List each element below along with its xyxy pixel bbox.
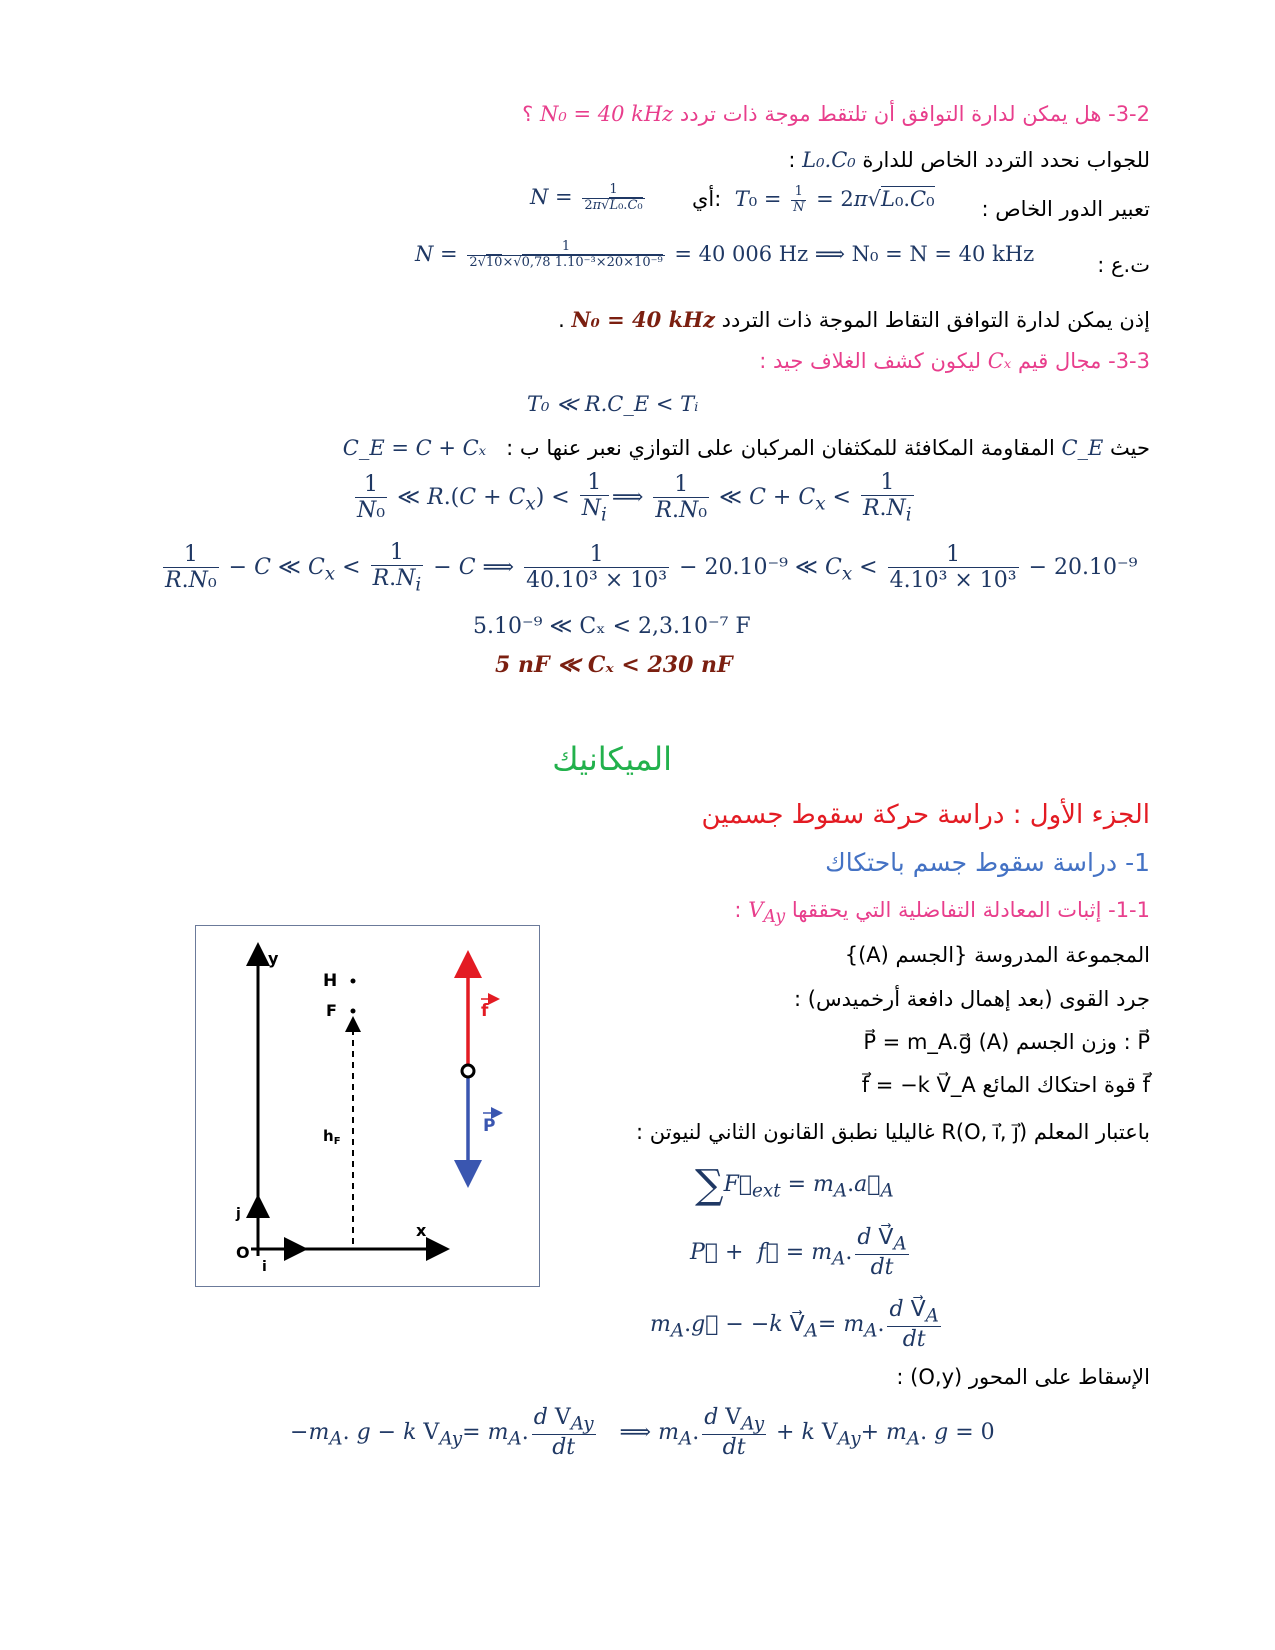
q33-range1: 5.10⁻⁹ ≪ Cₓ < 2,3.10⁻⁷ F bbox=[473, 614, 751, 639]
q32-conclusion: إذن يمكن لدارة التوافق التقاط الموجة ذات التردد N₀ = 40 kHz . bbox=[558, 307, 1150, 332]
q33-where: حيث C_E المقاومة المكافئة للمكثفان المركبان على التوازي نعبر عنها ب : C_E = C + Cₓ bbox=[342, 436, 1150, 460]
y-label: y bbox=[268, 949, 279, 968]
q32-period-label: تعبير الدور الخاص : bbox=[981, 197, 1150, 221]
q33-range-final: 5 nF ≪ Cₓ < 230 nF bbox=[495, 652, 733, 678]
p-vector-label: P bbox=[483, 1116, 496, 1136]
body-a bbox=[462, 1065, 474, 1077]
x-label: x bbox=[416, 1221, 427, 1240]
hf-label: $h_F$ bbox=[323, 1127, 341, 1147]
q33-title: 3-3- مجال قيم Cₓ ليكون كشف الغلاف جيد : bbox=[759, 349, 1150, 373]
f-point-label: F bbox=[326, 1001, 337, 1020]
f-point bbox=[351, 1009, 356, 1014]
j-label: j bbox=[236, 1206, 241, 1222]
friction-text: f⃗ قوة احتكاك المائع f⃗ = −k V⃗_A bbox=[861, 1073, 1150, 1097]
fall-diagram bbox=[195, 925, 540, 1287]
q33-condition: T₀ ≪ R.C_E < Tᵢ bbox=[527, 392, 699, 416]
q32-freq-expr: N = $\frac{1}{\text{2π√L₀.C₀}}$ bbox=[530, 182, 643, 213]
q32-num-expr: N = $\frac{1}{\text{2√10×√0,78 1.10⁻³×20×10⁻⁹}}$ = 40 006 Hz ⟹ N₀ = N = 40 kHz bbox=[415, 239, 1035, 270]
projection-eq: $-m_A$. g − k $V_{Ay}= m_A$. $\frac{d V_{Ay}}{dt}$ ⟹ $m_A$. $\frac{d V_{Ay}}{dt}$ + k $V_{Ay}+ m_A$. g = 0 bbox=[290, 1405, 995, 1461]
q33-ineq-1: $\frac{1}{\text{N₀}}$ ≪ $R.(C + C_x)$ < $\frac{1}{N_i}$ ⟹ $\frac{1}{\text{R.N₀}}$ ≪ $C + C_x$ < $\frac{1}{R.N_i}$ bbox=[357, 470, 912, 526]
h-point bbox=[351, 979, 356, 984]
q33-ineq-2: $\frac{1}{\text{R.N₀}}$ − C ≪ $C_x$ < $\frac{1}{R.N_i}$ − C ⟹ $\frac{1}{\text{40.10³ × 10³}}$ − 20.10⁻⁹ ≪ $C_x$ < $\frac{1}{\text{4.10³ × 10³}}$ − 20.10⁻⁹ bbox=[165, 540, 1138, 596]
system-text: المجموعة المدروسة {الجسم (A)} bbox=[844, 943, 1150, 967]
q32-title: 3-2- هل يمكن لدارة التوافق أن تلتقط موجة ذات تردد N₀ = 40 kHz ؟ bbox=[522, 102, 1150, 126]
q32-period-expr: أي: T₀ = $\frac{1}{N}$ = 2π√L₀.C₀ bbox=[692, 184, 935, 215]
f-vector-label: f bbox=[481, 1001, 489, 1021]
o-label: O bbox=[236, 1243, 250, 1262]
section-title: الميكانيك bbox=[552, 740, 672, 778]
q32-num-label: ت.ع : bbox=[1097, 253, 1150, 277]
fall-diagram-svg bbox=[196, 926, 539, 1286]
sub11-title: 1-1- إثبات المعادلة التفاضلية التي يحققها $V_{Ay}$ : bbox=[734, 898, 1150, 928]
q32-conclusion-value: N₀ = 40 kHz bbox=[571, 307, 715, 332]
q32-answer-intro: للجواب نحدد التردد الخاص للدارة L₀.C₀ : bbox=[788, 148, 1150, 172]
part1-title: الجزء الأول : دراسة حركة سقوط جسمين bbox=[701, 800, 1150, 830]
h-label: H bbox=[323, 971, 338, 991]
forces-text: جرد القوى (بعد إهمال دافعة أرخميدس) : bbox=[794, 987, 1150, 1011]
ie-label: أي: bbox=[692, 186, 722, 211]
sub1-title: 1- دراسة سقوط جسم باحتكاك bbox=[825, 848, 1150, 877]
newton-eq: $\sum F⃗_{ext}$ = $m_A.a⃗_A$ bbox=[695, 1162, 894, 1208]
q32-num-result: = 40 006 Hz ⟹ N₀ = N = 40 kHz bbox=[674, 241, 1035, 266]
newton-text: باعتبار المعلم R(O, i⃗, j⃗) غاليليا نطبق القانون الثاني لنيوتن : bbox=[636, 1120, 1150, 1144]
q32-conclusion-text: إذن يمكن لدارة التوافق التقاط الموجة ذات التردد bbox=[721, 308, 1150, 332]
weight-text: P⃗ : وزن الجسم (A) P⃗ = m_A.g⃗ bbox=[863, 1030, 1150, 1054]
forces-eq: P⃗ + f⃗ = $m_A$. $\frac{d V⃗_A}{dt}$ bbox=[690, 1225, 907, 1281]
projection-text: الإسقاط على المحور (O,y) : bbox=[896, 1365, 1150, 1389]
expanded-eq: $m_A.g⃗ - -k$ $V⃗_A= m_A$. $\frac{d V⃗_A}{dt}$ bbox=[650, 1297, 939, 1353]
i-label: i bbox=[262, 1259, 267, 1275]
